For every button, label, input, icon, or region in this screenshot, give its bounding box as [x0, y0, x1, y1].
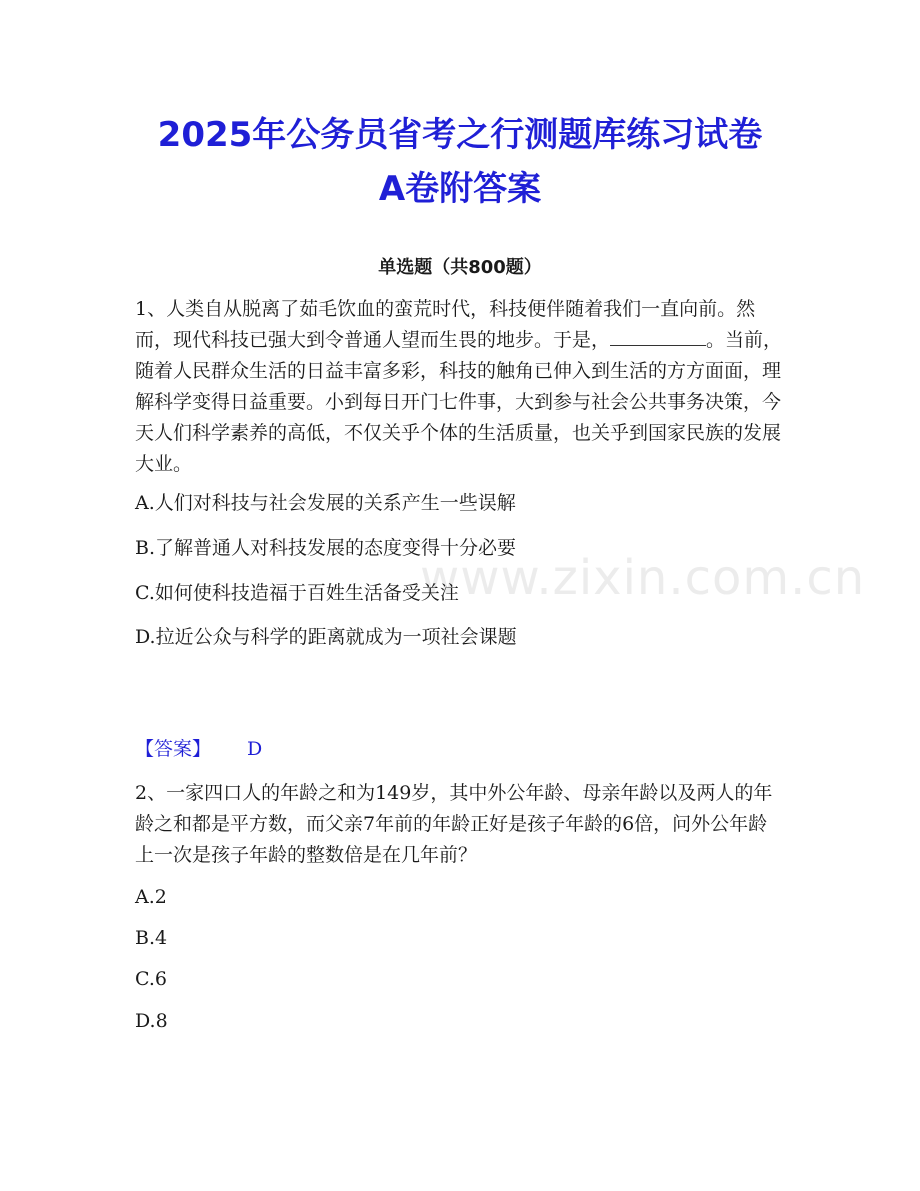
- question-1-answer: [135, 736, 262, 762]
- question-1-text-part-1: 1、人类自从脱离了茹毛饮血的蛮荒时代，科技便伴随着我们一直向前。然而，现代科技已强大到令普通人望而生畏的地步。于是，: [135, 298, 756, 351]
- document-title-line-2: A卷附答案: [378, 169, 542, 209]
- document-title-line-1: 2025年公务员省考之行测题库练习试卷: [157, 115, 763, 155]
- question-1-text-part-2: 。当前，随着人民群众生活的日益丰富多彩，科技的触角已伸入到生活的方方面面，理解科学变得日益重要。小到每日开门七件事，大到参与社会公共事务决策，今天人们科学素养的高低，不仅关乎个体的生活质量，也关乎到国家民族的发展大业。: [135, 329, 783, 475]
- question-1-option-a: A.人们对科技与社会发展的关系产生一些误解: [135, 492, 516, 514]
- answer-value: D: [247, 738, 263, 760]
- question-2-text: 2、一家四口人的年龄之和为149岁，其中外公年龄、母亲年龄以及两人的年龄之和都是平方数，而父亲7年前的年龄正好是孩子年龄的6倍，问外公年龄上一次是孩子年龄的整数倍是在几年前？: [135, 782, 773, 866]
- question-2-option-b: B.4: [135, 927, 168, 949]
- question-1-option-b: B.了解普通人对科技发展的态度变得十分必要: [135, 537, 517, 559]
- question-2-option-a: A.2: [135, 886, 167, 908]
- question-1-blank: [610, 325, 706, 346]
- question-1-text: [135, 294, 785, 480]
- question-1-option-c: C.如何使科技造福于百姓生活备受关注: [135, 582, 459, 604]
- watermark: www.zixin.com.cn: [420, 550, 866, 606]
- answer-label: 【答案】: [135, 738, 212, 760]
- question-2-option-d: D.8: [135, 1010, 168, 1032]
- question-1-option-d: D.拉近公众与科学的距离就成为一项社会课题: [135, 626, 517, 648]
- question-2-option-c: C.6: [135, 968, 167, 990]
- section-heading: 单选题（共800题）: [378, 257, 542, 278]
